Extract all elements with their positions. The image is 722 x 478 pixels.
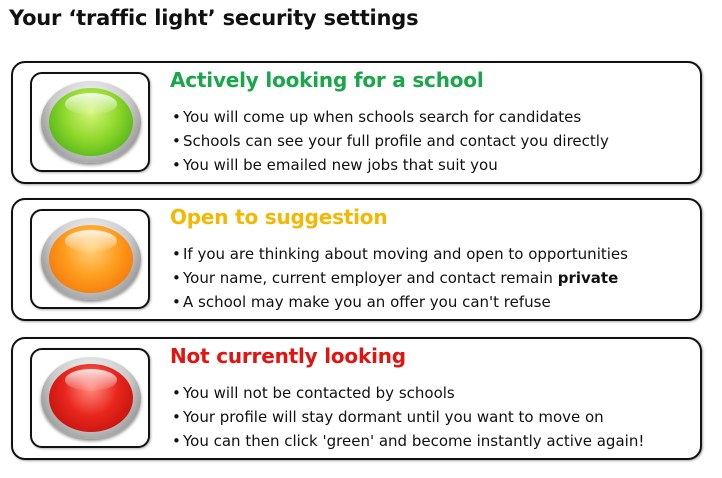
list-item: • Schools can see your full profile and contact you directly [172, 132, 609, 150]
panel-heading: Actively looking for a school [170, 68, 484, 92]
list-item: • You will come up when schools search for candidates [172, 108, 582, 126]
amber-traffic-light-icon[interactable] [30, 209, 150, 309]
panel-actively-looking[interactable] [11, 61, 702, 184]
panel-not-currently-looking[interactable] [11, 337, 702, 460]
panel-open-to-suggestion[interactable] [11, 198, 702, 321]
list-item: • You will be emailed new jobs that suit you [172, 156, 498, 174]
emphasis-private: private [557, 269, 619, 287]
list-item: • You will not be contacted by schools [172, 384, 455, 402]
list-item: • You can then click 'green' and become instantly active again! [172, 432, 645, 450]
red-traffic-light-icon[interactable] [30, 348, 150, 448]
green-traffic-light-icon[interactable] [30, 72, 150, 172]
list-item: • Your name, current employer and contact remain private [172, 269, 619, 287]
panel-heading: Not currently looking [170, 344, 406, 368]
list-item: • Your profile will stay dormant until you want to move on [172, 408, 604, 426]
bullet-list [172, 242, 628, 314]
page-title: Your ‘traffic light’ security settings [9, 6, 419, 30]
panel-heading: Open to suggestion [170, 205, 388, 229]
bullet-list [172, 105, 609, 177]
list-item: • If you are thinking about moving and open to opportunities [172, 245, 628, 263]
list-item: • A school may make you an offer you can't refuse [172, 293, 551, 311]
bullet-list [172, 381, 644, 453]
